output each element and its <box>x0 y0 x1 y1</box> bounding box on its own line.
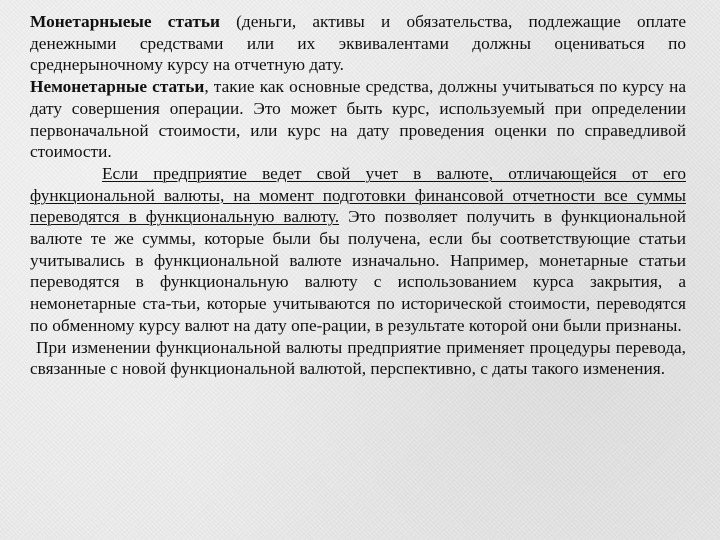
term-monetary-items: Монетарныеые статьи <box>30 12 220 31</box>
text-body <box>30 11 686 380</box>
paragraph-nonmonetary-items <box>30 76 686 163</box>
term-nonmonetary-items: Немонетарные статьи <box>30 77 205 97</box>
paragraph-nonmonetary-text: , такие как основные средства, должны учитываться по курсу на дату совершения операции. Это может быть курс, используемый при определении первоначальной стоимости, или курс на дату проведения оценки по справедливой стоимости. <box>30 77 686 162</box>
paragraph-monetary-text: (деньги, активы и обязательства, подлежащие оплате денежными средствами или их эквивалентами должны оцениваться по среднерыночному курсу на отчетную дату. <box>30 12 686 75</box>
paragraph-functional-change <box>30 337 686 380</box>
paragraph-functional-change-text: При изменении функциональной валюты предприятие применяет процедуры перевода, связанные с новой функциональной валютой, перспективно, с даты такого изменения. <box>30 337 686 379</box>
paragraph-translation-text: Это позволяет получить в функциональной валюте те же суммы, которые были бы получена, если бы соответствующие статьи учитывались в функциональной валюте изначально. Например, монетарные статьи переводятся в функциональную валюту с использованием курса закрытия, а немонетарные ста-тьи, которые учитываются по исторической стоимости, переводятся по обменному курсу валют на дату опе-рации, в результате которой они были признаны. <box>30 207 686 335</box>
paragraph-translation <box>30 163 686 337</box>
underlined-sentence: Если предприятие ведет свой учет в валюте, отличающейся от его функциональной валюты, на момент подготовки финансовой отчетности все суммы переводятся в функциональную валюту. <box>30 163 686 227</box>
paragraph-monetary-items <box>30 11 686 76</box>
